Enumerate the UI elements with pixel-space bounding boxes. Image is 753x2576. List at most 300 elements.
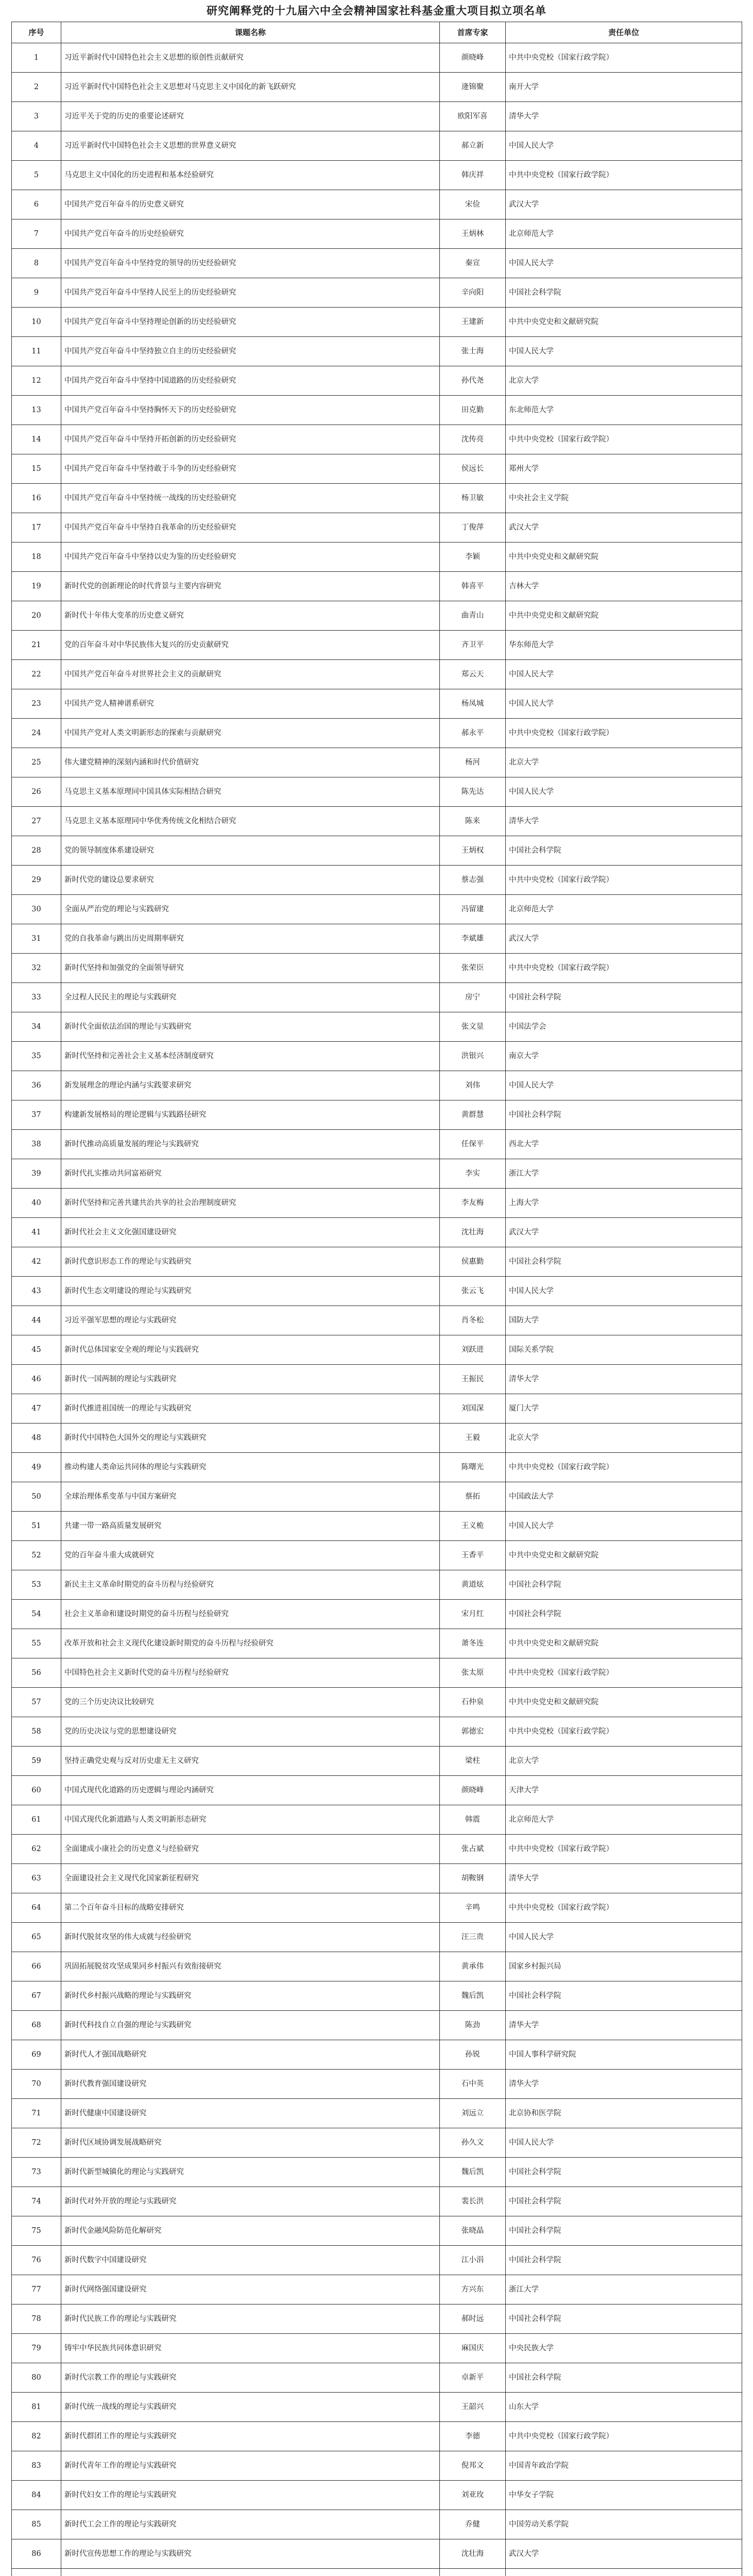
row-number: 23 bbox=[12, 689, 61, 719]
project-title: 改革开放和社会主义现代化建设新时期党的奋斗历程与经验研究 bbox=[61, 1629, 440, 1658]
row-number: 62 bbox=[12, 1835, 61, 1864]
chief-expert: 王韶兴 bbox=[440, 2393, 506, 2422]
responsible-unit: 中国社会科学院 bbox=[506, 2363, 742, 2393]
chief-expert: 颜晓峰 bbox=[440, 43, 506, 73]
table-row bbox=[12, 1717, 742, 1747]
chief-expert: 郝永平 bbox=[440, 719, 506, 748]
row-number: 83 bbox=[12, 2451, 61, 2481]
project-title: 构建新发展格局的理论逻辑与实践路径研究 bbox=[61, 1100, 440, 1130]
chief-expert: 石中英 bbox=[440, 2070, 506, 2099]
chief-expert: 李斌雄 bbox=[440, 924, 506, 954]
responsible-unit: 中共中央党史和文献研究院 bbox=[506, 1629, 742, 1658]
chief-expert: 刘亚玫 bbox=[440, 2481, 506, 2510]
project-title bbox=[61, 2569, 440, 2576]
responsible-unit: 中共中央党校（国家行政学院） bbox=[506, 2422, 742, 2451]
responsible-unit: 东北师范大学 bbox=[506, 396, 742, 425]
chief-expert: 孙久文 bbox=[440, 2128, 506, 2158]
chief-expert: 张文显 bbox=[440, 1012, 506, 1042]
table-row bbox=[12, 396, 742, 425]
chief-expert: 韩震 bbox=[440, 1805, 506, 1835]
responsible-unit: 武汉大学 bbox=[506, 924, 742, 954]
responsible-unit: 中国社会科学院 bbox=[506, 2216, 742, 2246]
row-number: 34 bbox=[12, 1012, 61, 1042]
responsible-unit: 武汉大学 bbox=[506, 190, 742, 219]
chief-expert: 丁俊萍 bbox=[440, 513, 506, 543]
chief-expert: 沈壮海 bbox=[440, 2539, 506, 2569]
responsible-unit: 中国人民大学 bbox=[506, 337, 742, 366]
row-number: 4 bbox=[12, 131, 61, 161]
project-title: 新时代扎实推动共同富裕研究 bbox=[61, 1159, 440, 1189]
table-row bbox=[12, 1629, 742, 1658]
row-number: 71 bbox=[12, 2099, 61, 2128]
responsible-unit: 中共中央党校（国家行政学院） bbox=[506, 1658, 742, 1688]
chief-expert: 张士海 bbox=[440, 337, 506, 366]
chief-expert: 李实 bbox=[440, 1159, 506, 1189]
row-number: 56 bbox=[12, 1658, 61, 1688]
row-number: 6 bbox=[12, 190, 61, 219]
project-title: 党的百年奋斗对中华民族伟大复兴的历史贡献研究 bbox=[61, 631, 440, 660]
responsible-unit: 浙江大学 bbox=[506, 2275, 742, 2304]
project-title: 伟大建党精神的深刻内涵和时代价值研究 bbox=[61, 748, 440, 777]
header-lead: 首席专家 bbox=[440, 22, 506, 43]
table-row bbox=[12, 895, 742, 924]
table-row bbox=[12, 2539, 742, 2569]
responsible-unit: 中国法学会 bbox=[506, 1012, 742, 1042]
table-row bbox=[12, 366, 742, 396]
project-title: 新时代区域协调发展战略研究 bbox=[61, 2128, 440, 2158]
project-title: 新时代坚持和加强党的全面领导研究 bbox=[61, 954, 440, 983]
table-row bbox=[12, 190, 742, 219]
responsible-unit: 清华大学 bbox=[506, 807, 742, 836]
chief-expert: 任保平 bbox=[440, 1130, 506, 1159]
project-title: 第二个百年奋斗目标的战略安排研究 bbox=[61, 1893, 440, 1923]
row-number: 47 bbox=[12, 1394, 61, 1423]
chief-expert: 张占斌 bbox=[440, 1835, 506, 1864]
chief-expert: 刘跃进 bbox=[440, 1335, 506, 1365]
project-title: 新时代坚持和完善共建共治共享的社会治理制度研究 bbox=[61, 1189, 440, 1218]
project-title: 全面从严治党的理论与实践研究 bbox=[61, 895, 440, 924]
responsible-unit: 中共中央党校（国家行政学院） bbox=[506, 1893, 742, 1923]
row-number: 67 bbox=[12, 1981, 61, 2011]
responsible-unit: 北京大学 bbox=[506, 748, 742, 777]
responsible-unit: 中共中央党校（国家行政学院） bbox=[506, 161, 742, 190]
chief-expert: 王振民 bbox=[440, 1365, 506, 1394]
chief-expert: 宋俭 bbox=[440, 190, 506, 219]
table-row bbox=[12, 1776, 742, 1805]
table-row bbox=[12, 2187, 742, 2216]
row-number: 19 bbox=[12, 572, 61, 601]
row-number: 24 bbox=[12, 719, 61, 748]
responsible-unit: 中国人民大学 bbox=[506, 131, 742, 161]
chief-expert: 胡鞍钢 bbox=[440, 1864, 506, 1893]
table-row bbox=[12, 2246, 742, 2275]
table-row bbox=[12, 249, 742, 278]
table-row bbox=[12, 2011, 742, 2040]
row-number: 36 bbox=[12, 1071, 61, 1100]
chief-expert: 张晓晶 bbox=[440, 2216, 506, 2246]
table-row bbox=[12, 748, 742, 777]
responsible-unit: 中国人民大学 bbox=[506, 1512, 742, 1541]
table-row bbox=[12, 2481, 742, 2510]
table-row bbox=[12, 308, 742, 337]
table-row bbox=[12, 102, 742, 131]
row-number: 65 bbox=[12, 1923, 61, 1952]
responsible-unit: 南开大学 bbox=[506, 73, 742, 102]
row-number: 12 bbox=[12, 366, 61, 396]
project-title: 新时代教育强国建设研究 bbox=[61, 2070, 440, 2099]
chief-expert: 陈曙光 bbox=[440, 1453, 506, 1482]
project-title: 中国共产党百年奋斗中坚持自我革命的历史经验研究 bbox=[61, 513, 440, 543]
responsible-unit: 浙江大学 bbox=[506, 1159, 742, 1189]
project-title: 新时代工会工作的理论与实践研究 bbox=[61, 2510, 440, 2539]
row-number: 33 bbox=[12, 983, 61, 1012]
chief-expert: 逄锦聚 bbox=[440, 73, 506, 102]
project-title: 新时代意识形态工作的理论与实践研究 bbox=[61, 1247, 440, 1277]
responsible-unit: 北京大学 bbox=[506, 1747, 742, 1776]
project-title: 社会主义革命和建设时期党的奋斗历程与经验研究 bbox=[61, 1600, 440, 1629]
chief-expert: 陈先达 bbox=[440, 777, 506, 807]
project-title: 中国共产党百年奋斗中坚持理论创新的历史经验研究 bbox=[61, 308, 440, 337]
table-row bbox=[12, 2422, 742, 2451]
row-number: 53 bbox=[12, 1570, 61, 1600]
table-row bbox=[12, 2128, 742, 2158]
chief-expert: 韩庆祥 bbox=[440, 161, 506, 190]
chief-expert: 卓新平 bbox=[440, 2363, 506, 2393]
responsible-unit: 武汉大学 bbox=[506, 1218, 742, 1247]
project-title: 新时代统一战线的理论与实践研究 bbox=[61, 2393, 440, 2422]
row-number: 13 bbox=[12, 396, 61, 425]
row-number: 48 bbox=[12, 1423, 61, 1453]
responsible-unit: 中国社会科学院 bbox=[506, 1600, 742, 1629]
row-number: 8 bbox=[12, 249, 61, 278]
responsible-unit: 上海大学 bbox=[506, 1189, 742, 1218]
row-number: 64 bbox=[12, 1893, 61, 1923]
chief-expert: 李颖 bbox=[440, 543, 506, 572]
table-row bbox=[12, 543, 742, 572]
table-row bbox=[12, 1218, 742, 1247]
chief-expert: 杨卫敏 bbox=[440, 484, 506, 513]
row-number: 22 bbox=[12, 660, 61, 689]
responsible-unit: 中国社会科学院 bbox=[506, 2304, 742, 2334]
project-title: 新时代数字中国建设研究 bbox=[61, 2246, 440, 2275]
chief-expert: 王炳林 bbox=[440, 219, 506, 249]
responsible-unit: 中国政法大学 bbox=[506, 1482, 742, 1512]
chief-expert: 孙代尧 bbox=[440, 366, 506, 396]
chief-expert: 郝立新 bbox=[440, 131, 506, 161]
responsible-unit: 中国社会科学院 bbox=[506, 1247, 742, 1277]
table-row bbox=[12, 2569, 742, 2576]
row-number: 45 bbox=[12, 1335, 61, 1365]
responsible-unit: 南京大学 bbox=[506, 1042, 742, 1071]
responsible-unit: 中国人民大学 bbox=[506, 1923, 742, 1952]
chief-expert: 肖冬松 bbox=[440, 1306, 506, 1335]
row-number: 82 bbox=[12, 2422, 61, 2451]
chief-expert: 洪银兴 bbox=[440, 1042, 506, 1071]
project-title: 中国共产党百年奋斗中坚持统一战线的历史经验研究 bbox=[61, 484, 440, 513]
row-number: 63 bbox=[12, 1864, 61, 1893]
chief-expert: 李友梅 bbox=[440, 1189, 506, 1218]
responsible-unit: 清华大学 bbox=[506, 2011, 742, 2040]
chief-expert: 黄群慧 bbox=[440, 1100, 506, 1130]
row-number: 31 bbox=[12, 924, 61, 954]
project-title: 中国共产党人精神谱系研究 bbox=[61, 689, 440, 719]
row-number: 73 bbox=[12, 2158, 61, 2187]
responsible-unit: 北京师范大学 bbox=[506, 895, 742, 924]
project-title: 党的三个历史决议比较研究 bbox=[61, 1688, 440, 1717]
table-row bbox=[12, 1277, 742, 1306]
project-title: 新时代健康中国建设研究 bbox=[61, 2099, 440, 2128]
responsible-unit: 中国社会科学院 bbox=[506, 2246, 742, 2275]
row-number: 69 bbox=[12, 2040, 61, 2070]
row-number: 46 bbox=[12, 1365, 61, 1394]
row-number: 60 bbox=[12, 1776, 61, 1805]
table-row bbox=[12, 807, 742, 836]
project-title: 新发展理念的理论内涵与实践要求研究 bbox=[61, 1071, 440, 1100]
responsible-unit: 中共中央党校（国家行政学院） bbox=[506, 425, 742, 454]
project-title: 新时代推进祖国统一的理论与实践研究 bbox=[61, 1394, 440, 1423]
table-row bbox=[12, 1981, 742, 2011]
row-number: 80 bbox=[12, 2363, 61, 2393]
table-row bbox=[12, 601, 742, 631]
responsible-unit: 中央社会主义学院 bbox=[506, 484, 742, 513]
chief-expert: 田克勤 bbox=[440, 396, 506, 425]
responsible-unit: 中国人民大学 bbox=[506, 1071, 742, 1100]
responsible-unit: 天津大学 bbox=[506, 1776, 742, 1805]
project-title: 马克思主义基本原理同中国具体实际相结合研究 bbox=[61, 777, 440, 807]
responsible-unit bbox=[506, 2569, 742, 2576]
project-title: 中国式现代化新道路与人类文明新形态研究 bbox=[61, 1805, 440, 1835]
chief-expert: 江小涓 bbox=[440, 2246, 506, 2275]
chief-expert: 陈劲 bbox=[440, 2011, 506, 2040]
responsible-unit: 吉林大学 bbox=[506, 572, 742, 601]
chief-expert: 宋月红 bbox=[440, 1600, 506, 1629]
table-row bbox=[12, 719, 742, 748]
row-number: 9 bbox=[12, 278, 61, 308]
project-title: 中国共产党百年奋斗对世界社会主义的贡献研究 bbox=[61, 660, 440, 689]
chief-expert: 侯远长 bbox=[440, 454, 506, 484]
project-title: 中国共产党百年奋斗的历史经验研究 bbox=[61, 219, 440, 249]
chief-expert: 陈来 bbox=[440, 807, 506, 836]
project-title: 全过程人民民主的理论与实践研究 bbox=[61, 983, 440, 1012]
row-number: 32 bbox=[12, 954, 61, 983]
responsible-unit: 中央民族大学 bbox=[506, 2334, 742, 2363]
table-row bbox=[12, 1042, 742, 1071]
row-number: 68 bbox=[12, 2011, 61, 2040]
chief-expert: 王香平 bbox=[440, 1541, 506, 1570]
responsible-unit: 中共中央党校（国家行政学院） bbox=[506, 1453, 742, 1482]
table-row bbox=[12, 2451, 742, 2481]
responsible-unit: 西北大学 bbox=[506, 1130, 742, 1159]
responsible-unit: 中共中央党校（国家行政学院） bbox=[506, 43, 742, 73]
row-number: 1 bbox=[12, 43, 61, 73]
project-title: 新时代群团工作的理论与实践研究 bbox=[61, 2422, 440, 2451]
project-title: 新时代人才强国战略研究 bbox=[61, 2040, 440, 2070]
chief-expert: 刘伟 bbox=[440, 1071, 506, 1100]
table-row bbox=[12, 836, 742, 866]
chief-expert: 齐卫平 bbox=[440, 631, 506, 660]
responsible-unit: 中共中央党史和文献研究院 bbox=[506, 308, 742, 337]
project-title: 习近平新时代中国特色社会主义思想的原创性贡献研究 bbox=[61, 43, 440, 73]
responsible-unit: 中国人民大学 bbox=[506, 249, 742, 278]
row-number: 25 bbox=[12, 748, 61, 777]
table-row bbox=[12, 278, 742, 308]
project-title: 新时代社会主义文化强国建设研究 bbox=[61, 1218, 440, 1247]
responsible-unit: 中国人民大学 bbox=[506, 2128, 742, 2158]
project-title: 新时代推动高质量发展的理论与实践研究 bbox=[61, 1130, 440, 1159]
responsible-unit: 中国社会科学院 bbox=[506, 278, 742, 308]
project-title: 中国共产党百年奋斗的历史意义研究 bbox=[61, 190, 440, 219]
row-number: 78 bbox=[12, 2304, 61, 2334]
table-row bbox=[12, 924, 742, 954]
responsible-unit: 中国人民大学 bbox=[506, 660, 742, 689]
project-title: 习近平新时代中国特色社会主义思想对马克思主义中国化的新飞跃研究 bbox=[61, 73, 440, 102]
chief-expert: 李德 bbox=[440, 2422, 506, 2451]
row-number: 10 bbox=[12, 308, 61, 337]
project-title: 全球治理体系变革与中国方案研究 bbox=[61, 1482, 440, 1512]
chief-expert: 韩喜平 bbox=[440, 572, 506, 601]
chief-expert: 裴长洪 bbox=[440, 2187, 506, 2216]
responsible-unit: 国际关系学院 bbox=[506, 1335, 742, 1365]
row-number: 72 bbox=[12, 2128, 61, 2158]
table-row bbox=[12, 2275, 742, 2304]
table-row bbox=[12, 1159, 742, 1189]
row-number: 59 bbox=[12, 1747, 61, 1776]
row-number: 81 bbox=[12, 2393, 61, 2422]
document-title: 研究阐释党的十九届六中全会精神国家社科基金重大项目拟立项名单 bbox=[207, 4, 546, 17]
project-title: 中国共产党百年奋斗中坚持胸怀天下的历史经验研究 bbox=[61, 396, 440, 425]
table-row bbox=[12, 1835, 742, 1864]
responsible-unit: 中国劳动关系学院 bbox=[506, 2510, 742, 2539]
chief-expert: 秦宣 bbox=[440, 249, 506, 278]
row-number: 75 bbox=[12, 2216, 61, 2246]
responsible-unit: 北京协和医学院 bbox=[506, 2099, 742, 2128]
responsible-unit: 中国社会科学院 bbox=[506, 2187, 742, 2216]
responsible-unit: 中共中央党史和文献研究院 bbox=[506, 1688, 742, 1717]
project-title: 新时代十年伟大变革的历史意义研究 bbox=[61, 601, 440, 631]
project-title: 新时代青年工作的理论与实践研究 bbox=[61, 2451, 440, 2481]
chief-expert: 房宁 bbox=[440, 983, 506, 1012]
table-row bbox=[12, 219, 742, 249]
row-number: 3 bbox=[12, 102, 61, 131]
table-row bbox=[12, 425, 742, 454]
table-header-row bbox=[12, 22, 742, 43]
chief-expert: 倪邦文 bbox=[440, 2451, 506, 2481]
project-title: 新时代脱贫攻坚的伟大成就与经验研究 bbox=[61, 1923, 440, 1952]
responsible-unit: 中共中央党校（国家行政学院） bbox=[506, 954, 742, 983]
project-title: 新时代妇女工作的理论与实践研究 bbox=[61, 2481, 440, 2510]
table-row bbox=[12, 1747, 742, 1776]
row-number: 85 bbox=[12, 2510, 61, 2539]
project-title: 新民主主义革命时期党的奋斗历程与经验研究 bbox=[61, 1570, 440, 1600]
project-title: 新时代全面依法治国的理论与实践研究 bbox=[61, 1012, 440, 1042]
table-row bbox=[12, 866, 742, 895]
project-title: 巩固拓展脱贫攻坚成果同乡村振兴有效衔接研究 bbox=[61, 1952, 440, 1981]
chief-expert: 沈传亮 bbox=[440, 425, 506, 454]
project-title: 中国式现代化道路的历史逻辑与理论内涵研究 bbox=[61, 1776, 440, 1805]
table-row bbox=[12, 513, 742, 543]
project-title: 新时代总体国家安全观的理论与实践研究 bbox=[61, 1335, 440, 1365]
table-row bbox=[12, 1247, 742, 1277]
responsible-unit: 中国青年政治学院 bbox=[506, 2451, 742, 2481]
row-number: 50 bbox=[12, 1482, 61, 1512]
chief-expert: 乔健 bbox=[440, 2510, 506, 2539]
table-row bbox=[12, 1600, 742, 1629]
chief-expert: 蔡志强 bbox=[440, 866, 506, 895]
chief-expert: 梁柱 bbox=[440, 1747, 506, 1776]
chief-expert: 刘国深 bbox=[440, 1394, 506, 1423]
row-number: 51 bbox=[12, 1512, 61, 1541]
project-title: 中国共产党对人类文明新形态的探索与贡献研究 bbox=[61, 719, 440, 748]
project-title: 党的领导制度体系建设研究 bbox=[61, 836, 440, 866]
table-row bbox=[12, 43, 742, 73]
project-title: 新时代乡村振兴战略的理论与实践研究 bbox=[61, 1981, 440, 2011]
table-row bbox=[12, 1012, 742, 1042]
table-row bbox=[12, 1512, 742, 1541]
row-number bbox=[12, 2569, 61, 2576]
responsible-unit: 中华女子学院 bbox=[506, 2481, 742, 2510]
table-row bbox=[12, 1805, 742, 1835]
row-number: 42 bbox=[12, 1247, 61, 1277]
project-title: 中国共产党百年奋斗中坚持敢于斗争的历史经验研究 bbox=[61, 454, 440, 484]
chief-expert: 王义桅 bbox=[440, 1512, 506, 1541]
chief-expert: 汪三贵 bbox=[440, 1923, 506, 1952]
chief-expert: 辛向阳 bbox=[440, 278, 506, 308]
table-row bbox=[12, 484, 742, 513]
table-row bbox=[12, 1688, 742, 1717]
chief-expert: 张云飞 bbox=[440, 1277, 506, 1306]
row-number: 28 bbox=[12, 836, 61, 866]
project-title: 中国共产党百年奋斗中坚持独立自主的历史经验研究 bbox=[61, 337, 440, 366]
row-number: 43 bbox=[12, 1277, 61, 1306]
row-number: 41 bbox=[12, 1218, 61, 1247]
chief-expert: 郑云天 bbox=[440, 660, 506, 689]
row-number: 2 bbox=[12, 73, 61, 102]
row-number: 44 bbox=[12, 1306, 61, 1335]
row-number: 38 bbox=[12, 1130, 61, 1159]
table-row bbox=[12, 2510, 742, 2539]
project-title: 中国共产党百年奋斗中坚持党的领导的历史经验研究 bbox=[61, 249, 440, 278]
project-title: 全面建成小康社会的历史意义与经验研究 bbox=[61, 1835, 440, 1864]
table-row bbox=[12, 1100, 742, 1130]
row-number: 86 bbox=[12, 2539, 61, 2569]
project-title: 新时代宣传思想工作的理论与实践研究 bbox=[61, 2539, 440, 2569]
chief-expert: 王炳权 bbox=[440, 836, 506, 866]
responsible-unit: 国防大学 bbox=[506, 1306, 742, 1335]
table-row bbox=[12, 2216, 742, 2246]
chief-expert: 辛鸣 bbox=[440, 1893, 506, 1923]
table-row bbox=[12, 572, 742, 601]
chief-expert: 颜晓峰 bbox=[440, 1776, 506, 1805]
table-row bbox=[12, 2363, 742, 2393]
chief-expert: 孙锐 bbox=[440, 2040, 506, 2070]
project-title: 中国共产党百年奋斗中坚持以史为鉴的历史经验研究 bbox=[61, 543, 440, 572]
table-row bbox=[12, 1189, 742, 1218]
responsible-unit: 中国社会科学院 bbox=[506, 836, 742, 866]
row-number: 40 bbox=[12, 1189, 61, 1218]
responsible-unit: 中共中央党史和文献研究院 bbox=[506, 601, 742, 631]
chief-expert: 黄道炫 bbox=[440, 1570, 506, 1600]
chief-expert: 欧阳军喜 bbox=[440, 102, 506, 131]
chief-expert: 张荣臣 bbox=[440, 954, 506, 983]
table-row bbox=[12, 1541, 742, 1570]
responsible-unit: 中国人事科学研究院 bbox=[506, 2040, 742, 2070]
table-row bbox=[12, 1658, 742, 1688]
table-row bbox=[12, 2040, 742, 2070]
row-number: 26 bbox=[12, 777, 61, 807]
responsible-unit: 中国人民大学 bbox=[506, 689, 742, 719]
table-row bbox=[12, 2099, 742, 2128]
chief-expert: 黄承伟 bbox=[440, 1952, 506, 1981]
